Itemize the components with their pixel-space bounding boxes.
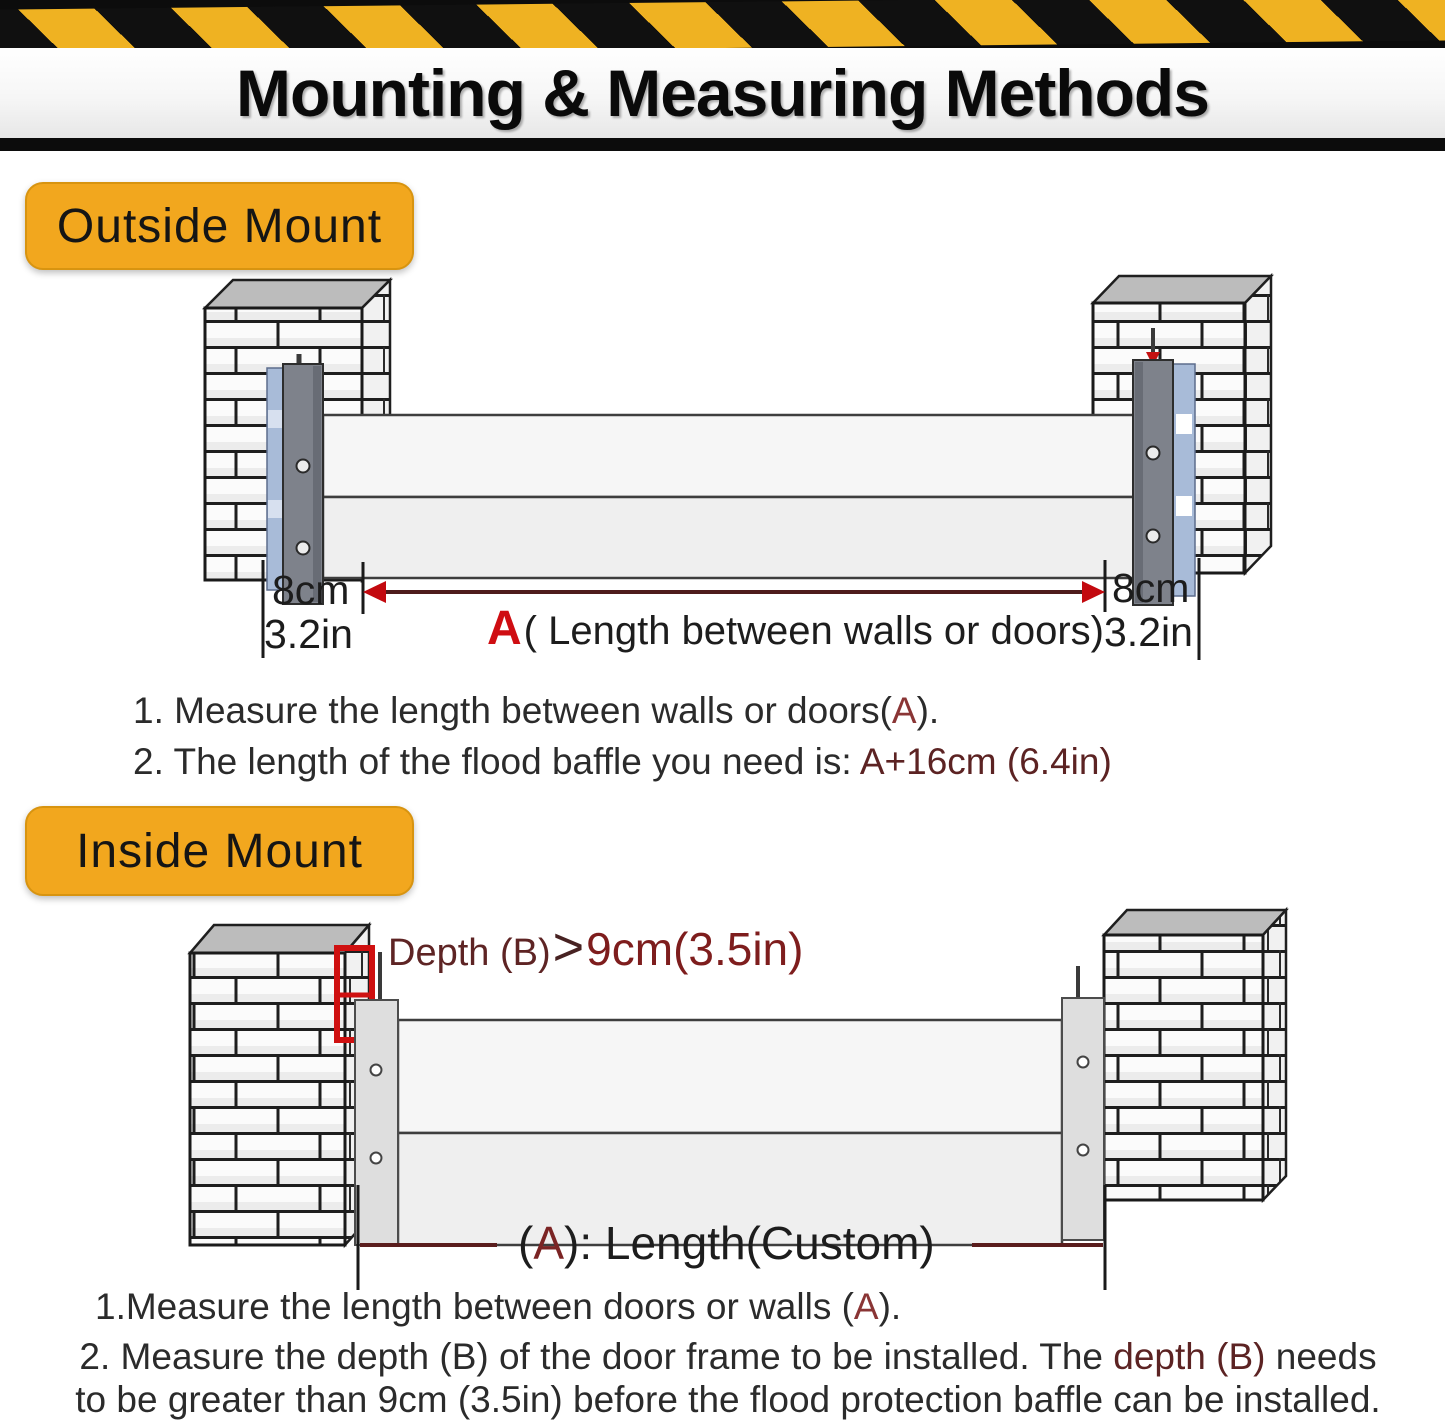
outside-step2-text: 2. The length of the flood baffle you need is: bbox=[133, 741, 860, 782]
dim-left-in: 3.2in bbox=[264, 611, 353, 657]
outside-step-2 bbox=[133, 741, 1112, 783]
length-custom-text: ): Length(Custom) bbox=[564, 1217, 935, 1269]
length-custom-open: ( bbox=[518, 1217, 534, 1269]
bracket-left bbox=[355, 1000, 398, 1245]
depth-label bbox=[388, 916, 803, 978]
length-a-label bbox=[487, 601, 1104, 656]
inside-step-1 bbox=[95, 1286, 901, 1328]
seal-strip-right bbox=[1173, 364, 1195, 596]
header-banner bbox=[0, 0, 1445, 151]
outside-step1-text: 1. Measure the length between walls or doors( bbox=[133, 690, 892, 731]
greater-than-sign: > bbox=[552, 917, 585, 977]
outside-step-1 bbox=[133, 690, 939, 732]
inside-step1-end: ). bbox=[878, 1286, 902, 1327]
length-a-text: ( Length between walls or doors) bbox=[523, 609, 1104, 653]
outside-mount-badge-label: Outside Mount bbox=[56, 199, 383, 253]
length-custom-label bbox=[518, 1216, 935, 1270]
dim-right-cm: 8cm bbox=[1112, 565, 1190, 611]
flood-baffle bbox=[398, 1020, 1062, 1245]
inside-step2-text-a: 2. Measure the depth (B) of the door frame to be installed. The bbox=[79, 1336, 1114, 1377]
depth-label-text: Depth (B) bbox=[388, 932, 551, 974]
length-custom-a: A bbox=[533, 1217, 565, 1269]
inside-step2-line2: to be greater than 9cm (3.5in) before the flood protection baffle can be installed. bbox=[75, 1378, 1381, 1420]
outside-step1-end: ). bbox=[916, 690, 940, 731]
pillar-left bbox=[190, 925, 369, 1245]
length-a-letter: A bbox=[487, 602, 522, 655]
outside-mount-badge bbox=[25, 182, 414, 270]
page-title: Mounting & Measuring Methods bbox=[236, 56, 1209, 130]
pillar-right bbox=[1104, 910, 1286, 1200]
inside-step-2 bbox=[58, 1336, 1398, 1421]
dim-left-cm: 8cm bbox=[272, 567, 350, 613]
dim-right-in: 3.2in bbox=[1104, 609, 1193, 655]
outside-step1-a: A bbox=[891, 690, 917, 731]
title-band bbox=[0, 48, 1445, 138]
inside-step1-text: 1.Measure the length between doors or walls ( bbox=[95, 1286, 854, 1327]
outside-step2-value: A+16cm (6.4in) bbox=[859, 741, 1112, 782]
inside-mount-badge bbox=[25, 806, 414, 896]
bracket-right bbox=[1062, 998, 1104, 1240]
inside-step2-text-b: needs bbox=[1265, 1336, 1377, 1377]
inside-step2-highlight: depth (B) bbox=[1113, 1336, 1266, 1377]
flood-baffle bbox=[323, 415, 1135, 578]
inside-mount-badge-label: Inside Mount bbox=[76, 824, 363, 878]
depth-label-value: 9cm(3.5in) bbox=[586, 923, 804, 975]
inside-step1-a: A bbox=[853, 1286, 879, 1327]
